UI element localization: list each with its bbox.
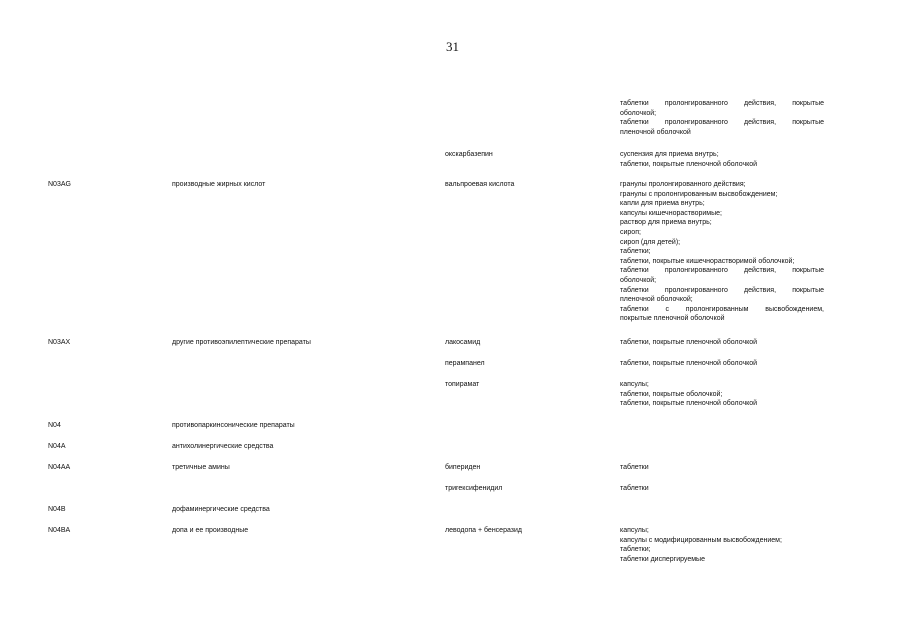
group-name: другие противоэпилептические препараты (172, 339, 311, 346)
dosage-form-line: таблетки, покрытые пленочной оболочкой (620, 339, 758, 346)
group-name: допа и ее производные (172, 527, 249, 534)
dosage-forms (620, 380, 824, 409)
dosage-form-line: суспензия для приема внутрь; (620, 151, 719, 158)
dosage-forms (620, 484, 824, 494)
dosage-form-line: таблетки, покрытые пленочной оболочкой (620, 160, 758, 168)
dosage-form-line: таблетки, покрытые оболочкой; (620, 390, 723, 398)
dosage-form-line: таблетки с пролонгированным высвобождением, (620, 305, 824, 313)
dosage-form-line: таблетки пролонгированного действия, покрытые (620, 119, 824, 127)
atc-code: N04B (48, 506, 66, 513)
substance-name: тригексифенидил (445, 485, 503, 492)
dosage-form-line: таблетки; (620, 546, 651, 554)
dosage-form-line: сироп; (620, 228, 641, 236)
dosage-form-line: оболочкой; (620, 109, 657, 117)
dosage-forms (620, 150, 824, 169)
dosage-form-line: капсулы кишечнорастворимые; (620, 209, 722, 217)
dosage-forms (620, 338, 824, 348)
atc-code: N04AA (48, 464, 71, 471)
dosage-form-line: капсулы; (620, 381, 649, 388)
dosage-form-line: таблетки (620, 485, 649, 492)
dosage-form-line: таблетки, покрытые пленочной оболочкой (620, 400, 758, 408)
group-name: производные жирных кислот (172, 181, 266, 188)
dosage-form-line: таблетки (620, 464, 649, 471)
dosage-form-line: гранулы с пролонгированным высвобождением; (620, 190, 778, 198)
dosage-form-line: таблетки, покрытые кишечнорастворимой оболочкой; (620, 257, 795, 265)
substance-name: леводопа + бенсеразид (445, 527, 522, 534)
dosage-forms (620, 180, 824, 324)
dosage-form-line: таблетки; (620, 248, 651, 256)
atc-code: N04BA (48, 527, 71, 534)
dosage-form-line: гранулы пролонгированного действия; (620, 181, 746, 188)
group-name: дофаминергические средства (172, 506, 270, 513)
dosage-form-line: таблетки пролонгированного действия, покрытые (620, 100, 824, 107)
dosage-form-line: таблетки пролонгированного действия, покрытые (620, 286, 824, 294)
atc-code: N04A (48, 443, 66, 450)
dosage-form-line: сироп (для детей); (620, 238, 681, 246)
group-name: противопаркинсонические препараты (172, 422, 295, 429)
substance-name: перампанел (445, 360, 485, 367)
atc-code: N04 (48, 422, 61, 429)
dosage-form-line: капли для приема внутрь; (620, 200, 705, 208)
dosage-form-line: таблетки, покрытые пленочной оболочкой (620, 360, 758, 367)
dosage-form-line: оболочкой; (620, 276, 657, 284)
substance-name: окскарбазепин (445, 151, 493, 158)
dosage-forms (620, 526, 824, 564)
substance-name: лакосамид (445, 339, 481, 346)
atc-code: N03AG (48, 181, 71, 188)
dosage-forms (620, 463, 824, 473)
dosage-form-line: пленочной оболочкой; (620, 296, 693, 304)
dosage-form-line: пленочной оболочкой (620, 128, 691, 136)
group-name: третичные амины (172, 464, 230, 471)
dosage-forms (620, 99, 824, 137)
substance-name: топирамат (445, 381, 480, 388)
substance-name: вальпроевая кислота (445, 181, 515, 188)
substance-name: бипериден (445, 464, 481, 471)
dosage-form-line: таблетки диспергируемые (620, 555, 705, 563)
dosage-form-line: капсулы; (620, 527, 649, 534)
group-name: антихолинергические средства (172, 443, 274, 450)
atc-code: N03AX (48, 339, 71, 346)
dosage-form-line: таблетки пролонгированного действия, покрытые (620, 267, 824, 275)
dosage-form-line: капсулы с модифицированным высвобождением; (620, 536, 782, 544)
dosage-form-line: покрытые пленочной оболочкой (620, 315, 725, 323)
dosage-form-line: раствор для приема внутрь; (620, 219, 712, 227)
page-number: 31 (446, 39, 459, 54)
dosage-forms (620, 359, 824, 369)
